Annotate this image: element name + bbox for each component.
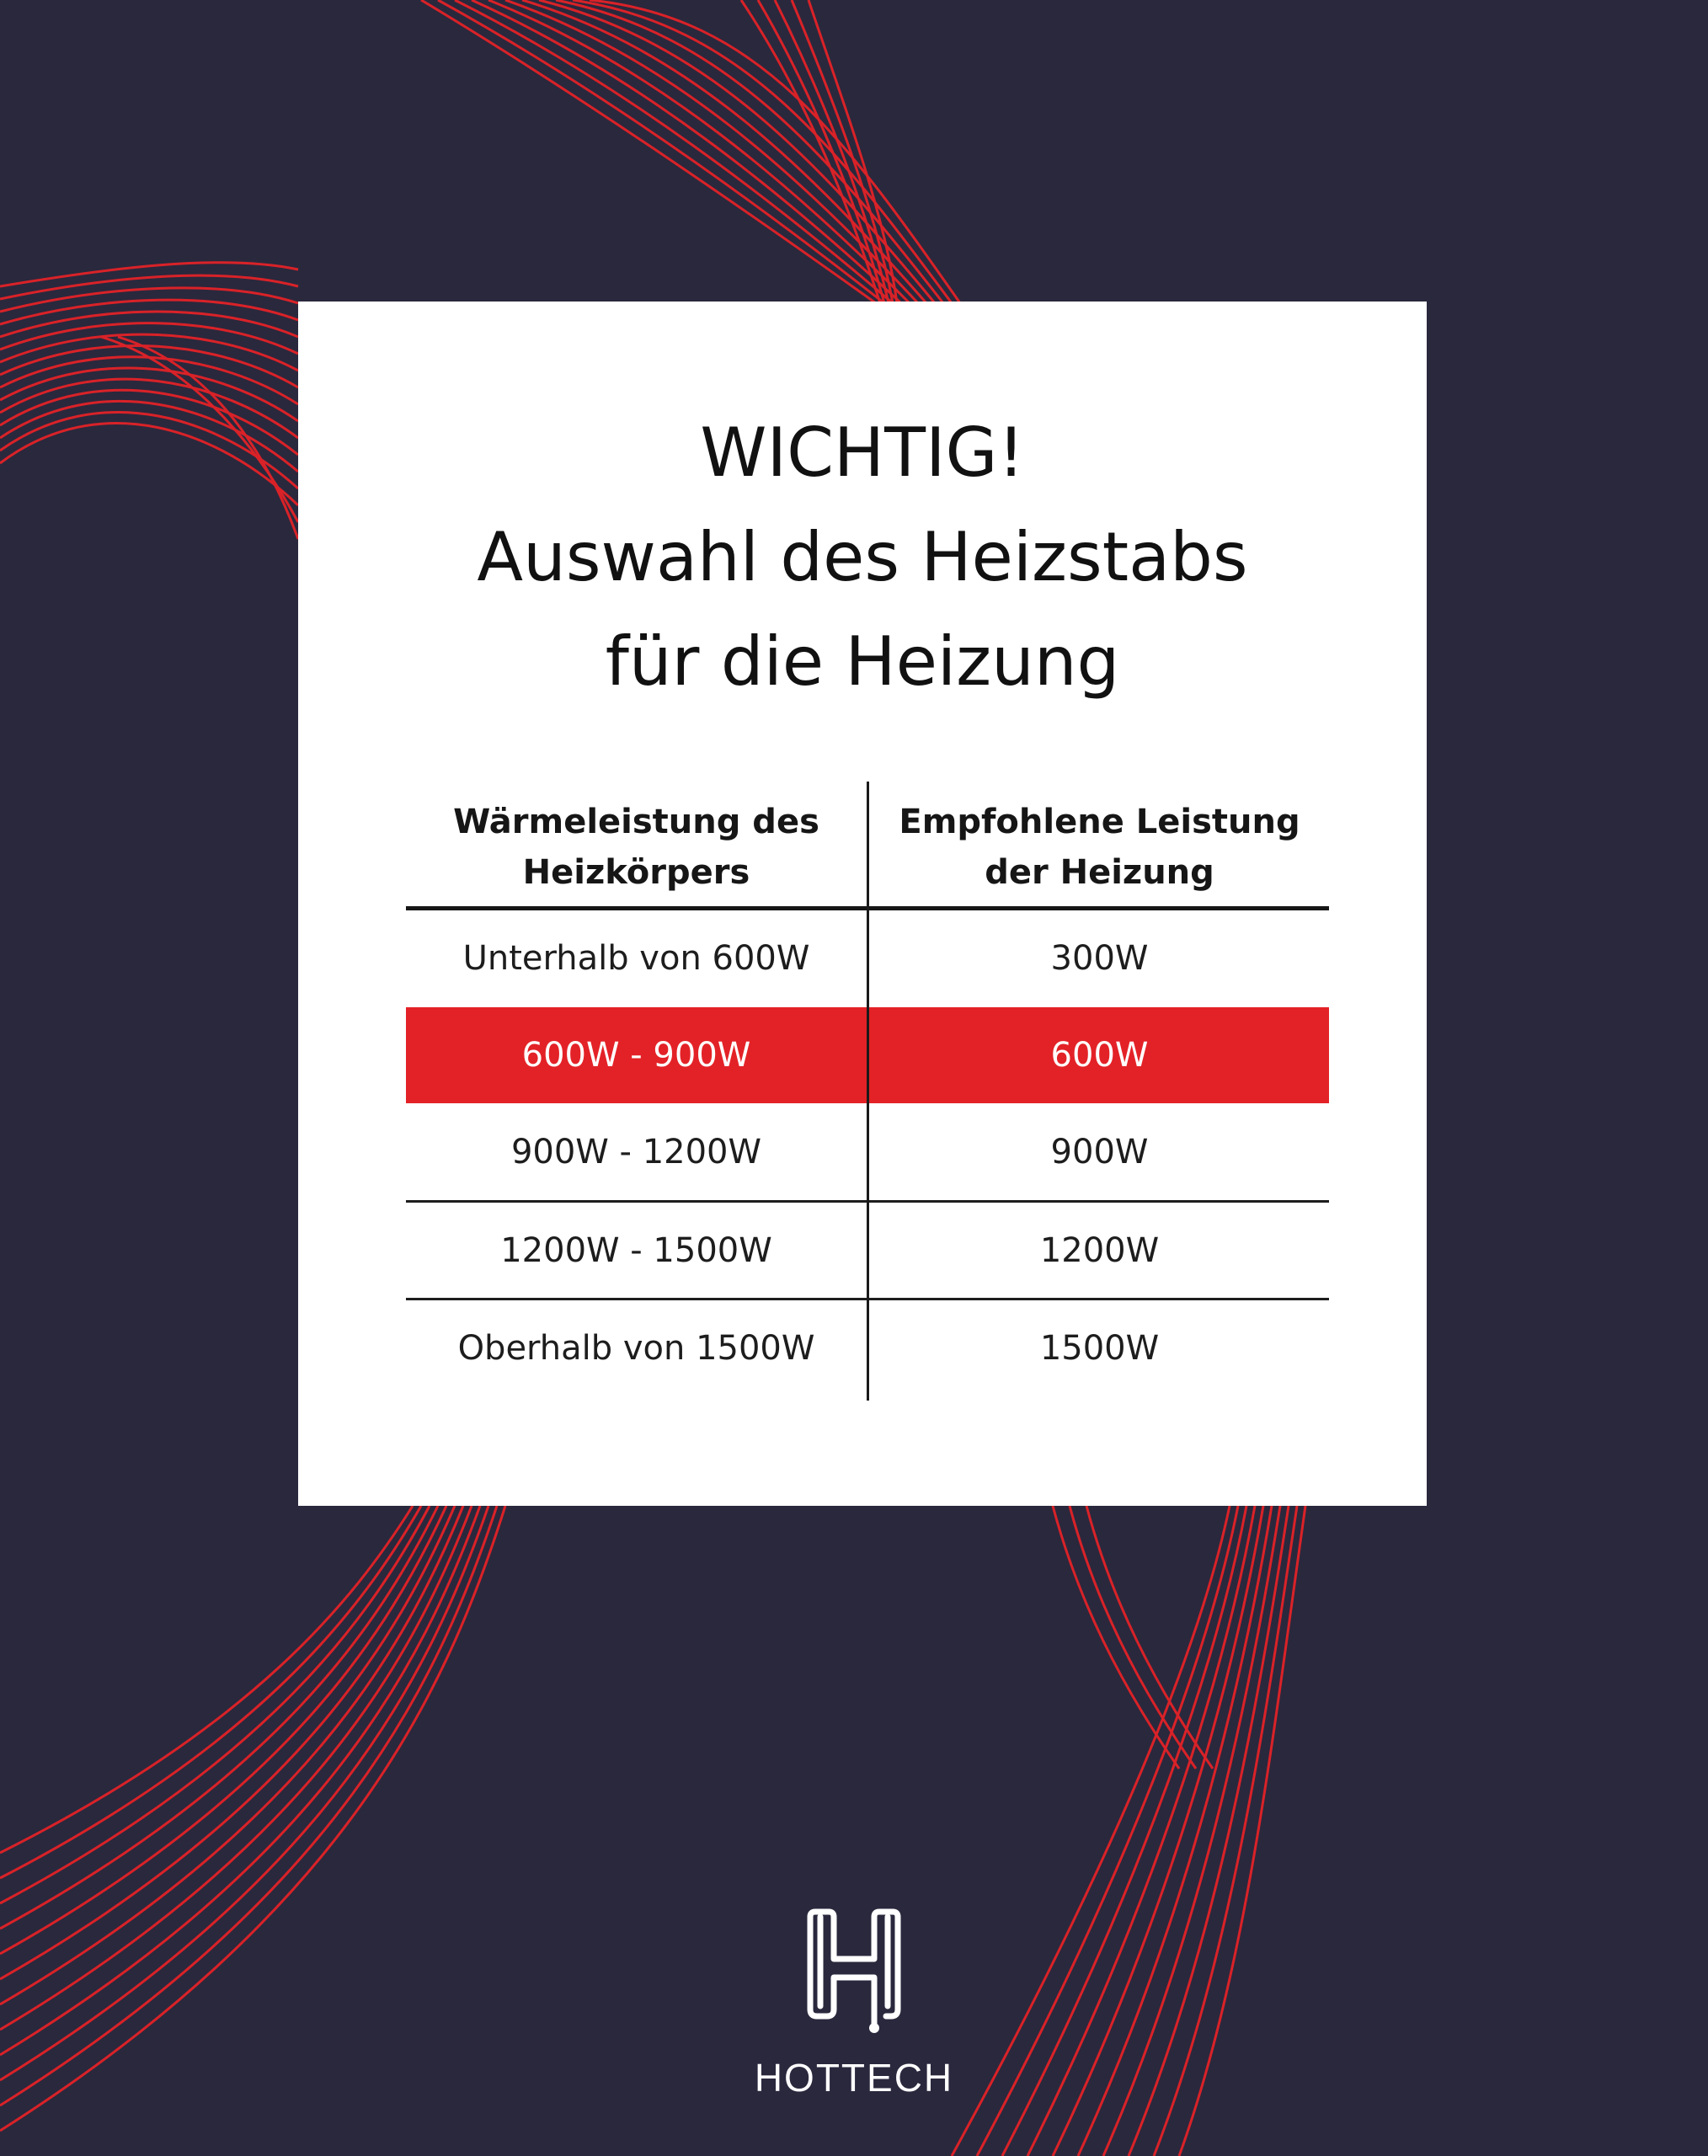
- title-line-1: WICHTIG!: [700, 414, 1025, 492]
- info-card: [298, 302, 1427, 1506]
- heater-cell: 300W: [1050, 939, 1149, 978]
- page-title: [298, 401, 1427, 714]
- power-selection-table: [406, 782, 1329, 1401]
- heater-cell: 1200W: [1039, 1231, 1160, 1270]
- radiator-cell: Unterhalb von 600W: [462, 939, 810, 978]
- h-heating-element-icon: [761, 1908, 947, 2035]
- radiator-cell: 1200W - 1500W: [500, 1231, 772, 1270]
- radiator-cell: Oberhalb von 1500W: [457, 1329, 815, 1368]
- radiator-cell: 900W - 1200W: [510, 1133, 762, 1171]
- column-divider: [867, 782, 869, 1401]
- radiator-cell: 600W - 900W: [521, 1036, 751, 1075]
- header-recommended-power: [869, 797, 1330, 898]
- header-radiator-output: [406, 797, 867, 898]
- header-left-line-2: Heizkörpers: [522, 853, 750, 892]
- heater-cell: 900W: [1050, 1133, 1149, 1171]
- header-right-line-2: der Heizung: [985, 853, 1214, 892]
- header-left-line-1: Wärmeleistung des: [453, 803, 819, 841]
- header-right-line-1: Empfohlene Leistung: [899, 803, 1300, 841]
- brand-name: HOTTECH: [754, 2056, 954, 2100]
- heater-cell: 600W: [1050, 1036, 1149, 1075]
- title-line-2: Auswahl des Heizstabs: [477, 518, 1248, 596]
- heater-cell: 1500W: [1039, 1329, 1160, 1368]
- title-line-3: für die Heizung: [605, 622, 1120, 701]
